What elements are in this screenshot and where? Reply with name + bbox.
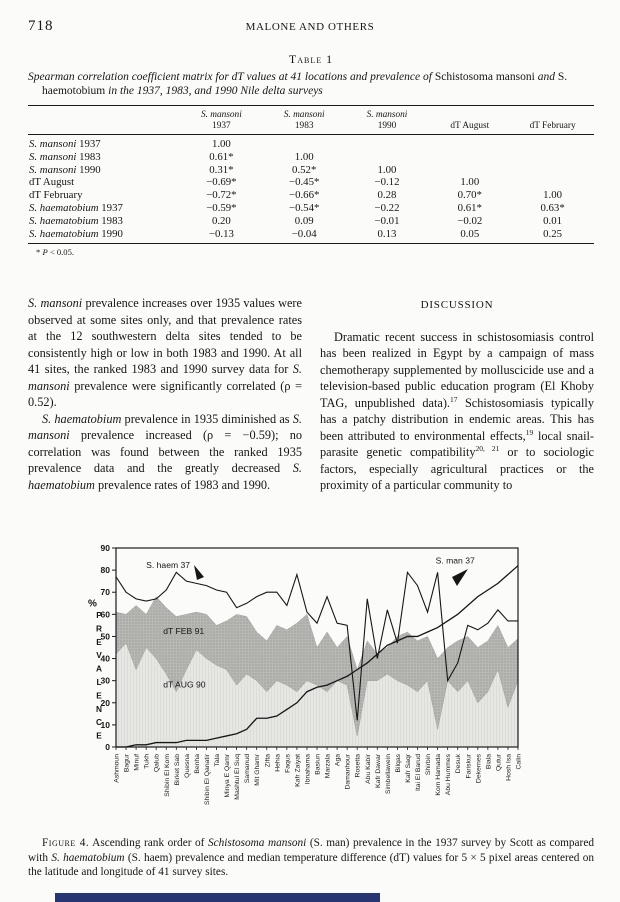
text-segment: prevalence increased (ρ = −0.59); no correlation was found between the ranked 1935 prevalence data and the greatly decreased [28,428,302,475]
table-row [28,164,594,177]
table-column-header [346,106,429,135]
text-segment: 1983 [98,214,123,227]
correlation-value: 0.13 [377,227,397,240]
y-axis-letter: P [96,610,102,620]
text-segment: or to sociologic factors, especially agricultural practices or the proximity of a particular community to [320,445,595,492]
correlation-value: −0.66* [289,189,320,202]
text-segment: 20, 21 [475,443,500,453]
correlation-value [428,135,511,151]
x-site-label: Hehia [274,754,282,772]
correlation-value: 0.20 [211,214,231,227]
x-site-label: Tala [214,754,221,767]
figure4-chart [0,538,620,838]
x-site-label: Dekernes [475,754,483,784]
text-segment: Spearman correlation coefficient matrix for dT values at 41 locations and prevalence of [28,71,435,83]
x-site-label: Desuk [455,754,463,774]
series-annotation-label: dT AUG 90 [163,679,206,690]
correlation-value: 0.01 [543,214,563,227]
correlation-value: 1.00 [543,189,563,202]
table-header-row [28,106,594,135]
text-segment: 1937 [76,138,101,150]
section-heading-discussion: DISCUSSION [420,299,494,311]
x-site-label: Aga [334,754,342,767]
text-segment: S. mansoni [28,296,83,310]
correlation-value: 0.05 [460,227,480,240]
table-1-block [28,52,594,257]
row-label [28,215,180,228]
text-segment: < 0.05. [47,247,75,258]
text-segment: S. haematobium [29,227,99,240]
x-site-label: Qalub [153,754,161,773]
paragraph [28,411,302,494]
text-segment: Ascending rank order of [89,837,208,849]
text-segment: S. mansoni [29,138,77,150]
paragraph [320,329,594,494]
y-tick-label: 10 [100,719,110,730]
correlation-value: 1.00 [211,138,231,150]
correlation-value [511,176,594,189]
correlation-value: 0.52* [292,163,317,176]
y-tick-label: 90 [100,543,110,553]
correlation-value: −0.54* [289,201,320,214]
y-axis-letter: C [96,717,102,728]
x-site-label: Shirbin [425,754,433,776]
column-header-line1: S. mansoni [366,110,408,120]
row-label [28,189,180,202]
annotation-arrow-icon [452,569,468,586]
table-row [28,215,594,228]
column-header-line2: 1937 [212,120,231,131]
text-segment: 1990 [98,227,123,240]
table-row [28,228,594,244]
table-column-header [428,106,511,135]
correlation-value: 1.00 [377,163,397,176]
x-site-label: Simbellawein [384,754,392,795]
row-label [28,202,180,215]
x-site-label: Ibnahama [304,754,312,785]
column-header-line2: 1990 [377,120,397,131]
text-segment: prevalence rates of 1983 and 1990. [94,477,271,492]
x-site-label: Kafr Zaiyat [294,754,302,787]
text-segment: (S. man) prevalence in the 1937 survey by Scott as compared with [28,837,594,864]
correlation-value: 0.61* [457,201,482,214]
x-site-label: Basiun [314,754,322,775]
y-axis-letter: V [96,650,102,661]
x-site-label: Kafr Dawar [374,754,382,788]
x-site-label: Abu Hummes [445,754,453,796]
correlation-value [263,135,346,151]
y-axis-letter: E [96,690,102,701]
text-segment: 1990 [76,163,101,176]
correlation-table [28,105,594,244]
correlation-value [511,164,594,177]
running-head: MALONE AND OTHERS [245,21,375,33]
table-label: Table 1 [288,52,334,66]
text-segment: * [36,247,43,258]
body-left-column [28,295,302,494]
y-tick-label: 30 [100,675,110,686]
column-header-line1: S. mansoni [283,110,325,120]
correlation-value: −0.02 [457,214,483,227]
correlation-value: 0.25 [543,227,563,240]
text-segment: Schistosomiasis typically has a patchy distribution in endemic areas. This has been attributed to environmental effects, [320,395,594,443]
series-annotation-label: S. man 37 [435,555,475,566]
y-tick-label: 40 [100,653,110,664]
correlation-value [346,151,429,164]
x-site-label: Bilqas [394,754,402,773]
y-tick-label: 80 [100,565,110,576]
correlation-value: −0.45* [289,176,320,189]
page-number: 718 [28,18,54,34]
table-row [28,202,594,215]
x-site-label: Tukh [143,754,151,769]
text-segment: S. mansoni [28,362,302,393]
y-tick-label: 0 [105,742,110,752]
correlation-value: 1.00 [460,176,480,189]
text-segment: Schistosoma mansoni [207,837,307,849]
table-header-cells [28,106,594,135]
figure-caption [28,836,594,880]
y-tick-label: 50 [100,631,110,642]
text-segment: and [534,71,558,83]
correlation-value: −0.69* [206,176,237,189]
correlation-value: 1.00 [294,150,314,163]
table-column-header [511,106,594,135]
x-site-label: Kafr Saqr [404,754,412,783]
x-site-label: Abu Kabir [364,754,372,784]
text-segment: prevalence in 1935 diminished as [121,411,293,426]
series-annotation-label: dT FEB 91 [163,626,205,637]
correlation-value [511,135,594,151]
x-site-label: Ashmoun [113,754,121,783]
annotation-arrow-icon [194,565,204,580]
x-site-label: Hosh Isa [505,754,513,781]
table-body [28,135,594,244]
column-header-line1: dT February [529,120,576,131]
text-segment: S. haematobium [28,461,302,492]
table-row [28,135,594,151]
table-row [28,189,594,202]
correlation-value: −0.22 [374,201,400,214]
x-site-label: Calin [515,754,523,770]
table-footnote [28,247,594,257]
correlation-value: 0.31* [209,163,234,176]
table-row [28,176,594,189]
correlation-value: 0.63* [540,201,565,214]
y-axis-percent-label: % [88,598,97,610]
y-tick-label: 70 [100,587,110,598]
text-segment: Schistosoma mansoni [434,71,535,83]
correlation-value: −0.13 [208,227,234,240]
table-caption [28,71,594,98]
x-site-label: Bagur [123,754,131,773]
text-segment: 1937 [98,201,123,214]
y-tick-label: 20 [100,697,110,708]
text-segment: prevalence were significantly correlated (ρ = 0.52). [28,378,302,409]
correlation-value: −0.12 [374,176,400,189]
x-site-label: Quesna [183,754,191,778]
text-segment: 19 [525,427,534,437]
text-segment: S. mansoni [29,163,77,176]
row-label [28,176,180,189]
bottom-blue-bar [55,893,380,902]
x-site-label: Damanhour [344,754,352,790]
correlation-value: −0.04 [291,227,317,240]
text-segment: S. haematobium [29,201,99,214]
correlation-value: 0.61* [209,150,234,163]
correlation-value: −0.59* [206,201,237,214]
x-site-label: Fariskur [465,754,473,779]
x-site-label: Mashtul El Suq [234,754,242,800]
correlation-value [511,151,594,164]
correlation-value: 0.09 [294,214,314,227]
x-site-label: Itai El Barud [415,754,422,792]
row-label [28,135,180,151]
x-site-label: Kom Hamada [435,754,443,796]
y-axis-letter: A [96,663,102,674]
y-axis-letter: E [96,636,102,647]
column-header-line1: dT August [450,120,490,131]
text-segment: S. mansoni [28,411,302,442]
x-site-label: Rosetta [354,754,362,778]
row-label [28,164,180,177]
text-segment: P [42,247,48,258]
x-site-label: Faqus [284,754,292,773]
text-segment: S. haematobium [51,851,125,864]
page-header [0,18,620,38]
correlation-value [428,164,511,177]
text-segment: local snail-parasite genetic compatibility [320,428,594,459]
column-header-line2: 1983 [294,120,314,131]
text-segment: prevalence increases over 1935 values were observed at some sites only, and that prevalence rates at the 12 southwestern delta sites tended to be consistently high or low in both 1983 and 1990. At all 41 sites, the ranked 1983 and 1990 survey data for [28,296,302,376]
row-label [28,228,180,244]
text-segment: dT February [29,189,83,202]
series-annotation-label: S. haem 37 [146,559,191,570]
x-site-label: Minuf [133,754,141,771]
y-axis-letter: N [96,703,102,714]
text-segment: 17 [450,394,458,404]
x-site-label: Marzala [324,754,332,779]
correlation-value [428,151,511,164]
body-text [28,295,594,494]
y-axis-letter: R [96,623,102,634]
text-segment: S. haematobium [42,411,122,426]
y-axis-letter: E [96,730,102,741]
x-site-label: Zifta [264,754,272,768]
correlation-value [346,135,429,151]
y-axis-letter: L [96,677,102,687]
x-site-label: Birket Sab [173,754,181,786]
x-site-label: Shibin El Qanatir [203,754,211,806]
text-segment: Dramatic recent success in schistosomiasis control has been realized in Egypt by a campaign of mass chemotherapy supplemented by molluscicide use and a television-based public education program (El Khoby TAG, unpublished data). [320,329,594,410]
text-segment: in the 1937, 1983, and 1990 Nile delta surveys [105,84,323,97]
x-site-label: Minya E Qamr [224,754,232,798]
column-header-line1: S. mansoni [200,110,242,120]
text-segment: 1983 [76,150,101,163]
text-segment: dT August [29,176,75,189]
text-segment: (S. haem) prevalence and median temperature difference (dT) values for 5 × 5 pixel areas centered on the latitude and longitude of 41 survey sites. [28,851,595,879]
x-site-label: Qutur [495,754,503,771]
body-right-column [320,295,594,494]
table-row [28,151,594,164]
x-site-label: Samanud [244,754,252,784]
text-segment: S. mansoni [29,150,77,163]
correlation-value: −0.01 [374,214,400,227]
x-site-label: Benha [193,754,201,774]
table-stub-cell [28,106,180,135]
x-site-label: Mit Ghamr [254,754,262,786]
y-tick-label: 60 [100,609,110,620]
text-segment: S. haemotobium [42,71,568,97]
correlation-value: 0.70* [457,189,482,202]
x-site-label: Shibin El Kom [163,754,171,797]
table-column-header [180,106,263,135]
x-site-label: Biala [485,754,493,770]
text-segment: Figure 4. [42,837,90,849]
table-column-header [263,106,346,135]
text-segment: S. haematobium [29,214,99,227]
correlation-value: 0.28 [377,189,397,202]
paragraph-continuation [28,295,302,411]
correlation-value: −0.72* [206,189,237,202]
row-label [28,151,180,164]
